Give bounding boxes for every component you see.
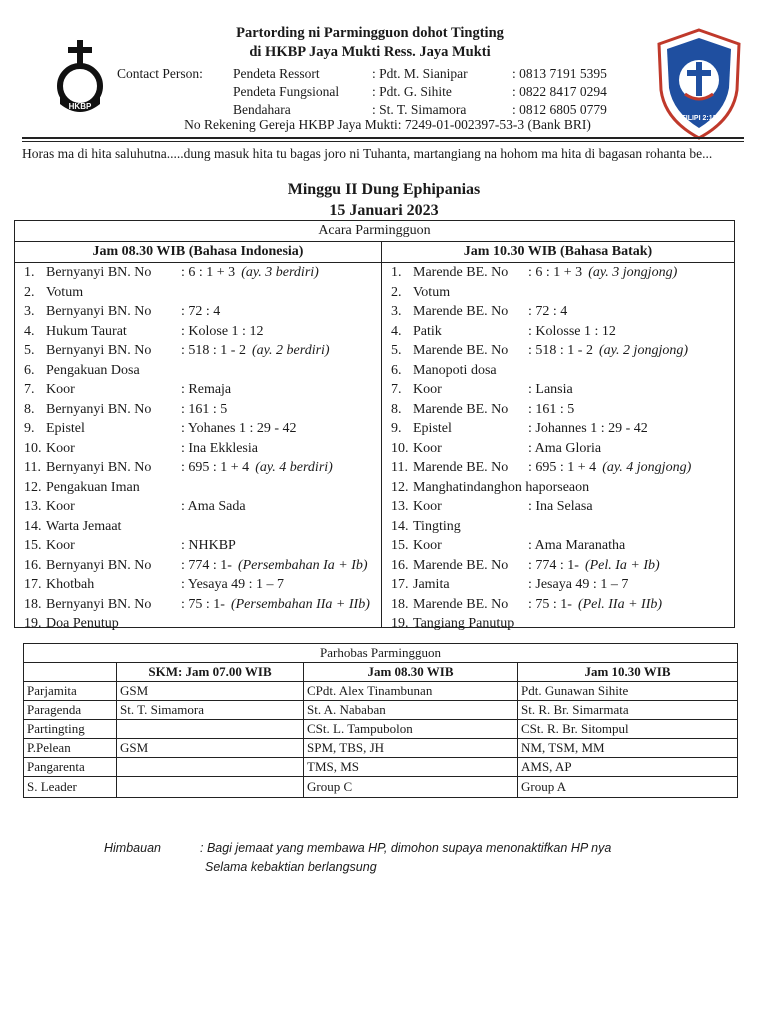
acara-item-name: Marende BE. No (413, 304, 509, 319)
contact-phone: : 0822 8417 0294 (512, 84, 607, 99)
acara-item-number: 6. (24, 362, 35, 378)
acara-item-note: (Pel. Ia + Ib) (584, 557, 660, 573)
acara-item-value-text: : 75 : 1- (181, 596, 225, 612)
acara-item-name: Manghatindanghon haporseaon (413, 479, 590, 495)
acara-item-value (181, 341, 330, 361)
acara-item-value-text: : Ama Sada (181, 499, 246, 514)
parhobas-row (24, 701, 738, 720)
acara-item (24, 439, 379, 459)
parhobas-col-header (24, 663, 117, 682)
header-divider-thin (22, 141, 744, 142)
parhobas-cell: Pdt. Gunawan Sihite (518, 682, 738, 701)
acara-caption: Acara Parmingguon (15, 221, 734, 242)
acara-item-value-text: : Yesaya 49 : 1 – 7 (181, 577, 285, 592)
acara-item-value-text: : 75 : 1- (528, 596, 572, 612)
acara-left-list (24, 263, 379, 634)
acara-item-value-text: : NHKBP (181, 538, 236, 553)
acara-item-value (528, 497, 593, 517)
acara-item-value-text: : Johannes 1 : 29 - 42 (528, 421, 648, 436)
acara-item-value-text: : Lansia (528, 382, 573, 397)
acara-item-value (528, 380, 573, 400)
acara-item-name: Bernyanyi BN. No (46, 460, 152, 475)
acara-item-value (181, 419, 297, 439)
acara-item-name: Pengakuan Dosa (46, 362, 140, 378)
acara-item (391, 302, 731, 322)
acara-item-value (181, 556, 368, 576)
acara-item-name: Votum (46, 284, 84, 300)
contact-phone: : 0812 6805 0779 (512, 102, 607, 117)
parhobas-role: Parjamita (24, 682, 117, 701)
acara-item (391, 322, 731, 342)
acara-item-value (181, 575, 284, 595)
youth-ministry-logo (655, 28, 743, 140)
acara-item (24, 361, 379, 381)
contact-phone: : 0813 7191 5395 (512, 66, 607, 81)
acara-item-value-text: : Ina Ekklesia (181, 440, 258, 456)
acara-table (14, 220, 735, 631)
acara-item (391, 614, 731, 634)
acara-item (24, 322, 379, 342)
acara-item-value (528, 439, 601, 459)
acara-item (391, 517, 731, 537)
acara-item-name: Doa Penutup (46, 616, 119, 631)
acara-item-name: Tangiang Panutup (413, 616, 515, 631)
acara-item-value (528, 322, 616, 342)
parhobas-cell: CSt. R. Br. Sitompul (518, 720, 738, 739)
acara-item-number: 3. (24, 304, 35, 319)
header-title-line2: di HKBP Jaya Mukti Ress. Jaya Mukti (249, 44, 491, 60)
acara-item-value-text: : Ina Selasa (528, 499, 593, 514)
acara-item-name: Manopoti dosa (413, 362, 497, 378)
acara-right-list (391, 263, 731, 634)
acara-item-value-text: : Yohanes 1 : 29 - 42 (181, 421, 297, 436)
acara-item (24, 556, 379, 576)
service-title: Minggu II Dung Ephipanias (287, 181, 481, 198)
acara-item-value-text: : 774 : 1- (181, 557, 232, 573)
parhobas-cell (117, 777, 304, 798)
acara-item (24, 400, 379, 420)
acara-item-name: Koor (413, 382, 442, 397)
svg-text:FILIPI 2:12: FILIPI 2:12 (681, 115, 717, 122)
parhobas-cell: CPdt. Alex Tinambunan (304, 682, 518, 701)
acara-item-value (181, 400, 227, 420)
acara-item-value-text: : 72 : 4 (181, 304, 221, 319)
acara-item-name: Warta Jemaat (46, 518, 122, 534)
acara-item-value (528, 400, 574, 420)
acara-item-value-text: : Ama Gloria (528, 440, 602, 456)
acara-item-number: 12. (391, 479, 409, 495)
acara-item-name: Tingting (413, 518, 461, 534)
acara-item (391, 497, 731, 517)
acara-item-number: 9. (391, 421, 402, 436)
acara-item-number: 13. (24, 499, 42, 514)
acara-item (24, 497, 379, 517)
acara-item-name: Marende BE. No (413, 460, 509, 475)
parhobas-col-header: Jam 08.30 WIB (304, 663, 518, 682)
acara-item-value-text: : 6 : 1 + 3 (181, 265, 236, 280)
acara-item-name: Khotbah (46, 577, 95, 592)
acara-item-number: 18. (24, 596, 42, 612)
acara-item-name: Bernyanyi BN. No (46, 265, 152, 280)
acara-item (391, 419, 731, 439)
acara-item-name: Bernyanyi BN. No (46, 304, 152, 319)
hkbp-logo (52, 40, 108, 116)
acara-item-value-text: : 6 : 1 + 3 (528, 265, 583, 280)
acara-item-value-text: : 161 : 5 (181, 401, 228, 417)
acara-item-number: 4. (24, 323, 35, 339)
greeting-text: Horas ma di hita saluhutna.....dung masuk hita tu bagas joro ni Tuhanta, martangiang na hohom ma hita di bagasan rohanta be... (22, 146, 713, 161)
acara-item-number: 2. (24, 284, 35, 300)
contact-name: : Pdt. G. Sihite (372, 84, 452, 99)
acara-item-number: 19. (24, 616, 42, 631)
acara-item-value (528, 263, 677, 283)
parhobas-row (24, 758, 738, 777)
acara-item-note: (Persembahan IIa + IIb) (230, 596, 370, 612)
acara-item-number: 12. (24, 479, 42, 495)
acara-item-value (181, 536, 236, 556)
acara-item (391, 400, 731, 420)
acara-item-name: Patik (413, 323, 442, 339)
acara-item-name: Marende BE. No (413, 557, 509, 573)
acara-item-name: Koor (46, 382, 75, 397)
acara-item-value (528, 595, 662, 615)
parhobas-cell: St. A. Nababan (304, 701, 518, 720)
acara-item-number: 15. (391, 538, 409, 553)
acara-item (391, 478, 731, 498)
acara-item-name: Koor (413, 499, 442, 514)
header-title-line1: Partording ni Parmingguon dohot Tingting (236, 25, 504, 41)
acara-item-value (528, 458, 691, 478)
acara-item-value (528, 419, 648, 439)
parhobas-row (24, 777, 738, 798)
acara-item-value-text: : 695 : 1 + 4 (528, 460, 597, 475)
acara-item-name: Marende BE. No (413, 265, 509, 280)
acara-item-value (181, 497, 246, 517)
acara-item-value-text: : Kolose 1 : 12 (181, 323, 264, 339)
acara-item-value-text: : Jesaya 49 : 1 – 7 (528, 577, 629, 592)
parhobas-cell: SPM, TBS, JH (304, 739, 518, 758)
parhobas-cell: Group C (304, 777, 518, 798)
acara-item-number: 1. (391, 265, 402, 280)
acara-item (24, 595, 379, 615)
parhobas-cell: AMS, AP (518, 758, 738, 777)
acara-item-number: 7. (391, 382, 402, 397)
acara-item-name: Votum (413, 284, 451, 300)
parhobas-role: Partingting (24, 720, 117, 739)
column-divider (381, 242, 382, 627)
acara-item-name: Koor (413, 440, 442, 456)
himbauan-line2: Selama kebaktian berlangsung (205, 860, 377, 874)
acara-item-value (181, 458, 333, 478)
parhobas-role: Paragenda (24, 701, 117, 720)
acara-item-number: 13. (391, 499, 409, 514)
acara-item-number: 9. (24, 421, 35, 436)
contact-block (117, 65, 607, 119)
acara-item-number: 15. (24, 538, 42, 553)
acara-item-number: 17. (24, 577, 42, 592)
parhobas-cell: CSt. L. Tampubolon (304, 720, 518, 739)
acara-item-value (528, 536, 625, 556)
acara-item (391, 575, 731, 595)
acara-item-value-text: : 161 : 5 (528, 401, 575, 417)
acara-item-value (181, 263, 319, 283)
acara-item-note: (ay. 3 jongjong) (588, 265, 678, 280)
parhobas-cell (117, 758, 304, 777)
acara-item-number: 11. (24, 460, 41, 475)
acara-item (391, 595, 731, 615)
contact-label: Contact Person: (117, 66, 203, 81)
contact-name: : St. T. Simamora (372, 102, 467, 117)
acara-item (24, 302, 379, 322)
acara-item (24, 458, 379, 478)
acara-item (24, 478, 379, 498)
acara-item-number: 10. (24, 440, 42, 456)
acara-item-number: 11. (391, 460, 408, 475)
acara-item-note: (Pel. IIa + IIb) (577, 596, 663, 612)
acara-item-number: 16. (24, 557, 42, 573)
acara-item (24, 263, 379, 283)
acara-item-number: 10. (391, 440, 409, 456)
acara-item-value (528, 575, 628, 595)
acara-item-value (528, 341, 688, 361)
acara-item-number: 16. (391, 557, 409, 573)
acara-item-number: 4. (391, 323, 402, 339)
himbauan-label: Himbauan (104, 841, 161, 855)
acara-item-value (528, 556, 660, 576)
parhobas-cell: GSM (117, 682, 304, 701)
contact-name: : Pdt. M. Sianipar (372, 66, 468, 81)
acara-item-value (181, 595, 370, 615)
acara-item-value (181, 302, 220, 322)
acara-item-value (528, 302, 567, 322)
contact-role: Pendeta Fungsional (233, 84, 340, 99)
parhobas-caption: Parhobas Parmingguon (24, 644, 738, 663)
parhobas-role: S. Leader (24, 777, 117, 798)
acara-item (391, 458, 731, 478)
acara-item (391, 536, 731, 556)
bank-account: No Rekening Gereja HKBP Jaya Mukti: 7249-01-002397-53-3 (Bank BRI) (184, 117, 591, 132)
parhobas-cell: NM, TSM, MM (518, 739, 738, 758)
acara-item-number: 2. (391, 284, 402, 300)
acara-item-value-text: : Kolosse 1 : 12 (528, 323, 616, 339)
acara-item-name: Bernyanyi BN. No (46, 401, 152, 417)
acara-item-number: 14. (391, 518, 409, 534)
acara-item (24, 341, 379, 361)
acara-item-value (181, 322, 263, 342)
acara-item-name: Pengakuan Iman (46, 479, 140, 495)
acara-item (24, 517, 379, 537)
parhobas-row (24, 739, 738, 758)
acara-item-value (181, 439, 258, 459)
acara-item (391, 556, 731, 576)
acara-item-value-text: : 695 : 1 + 4 (181, 460, 250, 475)
acara-item-number: 5. (391, 343, 402, 358)
acara-item (24, 536, 379, 556)
parhobas-row (24, 682, 738, 701)
parhobas-cell: St. T. Simamora (117, 701, 304, 720)
acara-item (24, 283, 379, 303)
acara-item (24, 380, 379, 400)
acara-item (391, 380, 731, 400)
acara-item-name: Bernyanyi BN. No (46, 557, 152, 573)
acara-item-value-text: : Ama Maranatha (528, 538, 626, 553)
acara-item-value-text: : 518 : 1 - 2 (528, 343, 593, 358)
acara-item-name: Koor (46, 499, 75, 514)
acara-item-name: Bernyanyi BN. No (46, 596, 152, 612)
acara-item-number: 17. (391, 577, 409, 592)
acara-item-value-text: : Remaja (181, 382, 232, 397)
acara-item-name: Epistel (413, 421, 452, 436)
parhobas-cell: Group A (518, 777, 738, 798)
service-date: 15 Januari 2023 (329, 202, 439, 219)
acara-item (391, 439, 731, 459)
svg-text:HKBP: HKBP (68, 102, 92, 111)
acara-item (24, 614, 379, 634)
acara-left-header: Jam 08.30 WIB (Bahasa Indonesia) (15, 242, 381, 263)
acara-item-number: 5. (24, 343, 35, 358)
parhobas-cell (117, 720, 304, 739)
acara-item-number: 3. (391, 304, 402, 319)
acara-item-number: 6. (391, 362, 402, 378)
header-divider (22, 137, 744, 139)
acara-item-name: Epistel (46, 421, 85, 436)
acara-item-number: 19. (391, 616, 409, 631)
acara-item-number: 8. (24, 401, 35, 417)
parhobas-cell: St. R. Br. Simarmata (518, 701, 738, 720)
acara-item-name: Koor (413, 538, 442, 553)
parhobas-col-header: Jam 10.30 WIB (518, 663, 738, 682)
parhobas-cell: TMS, MS (304, 758, 518, 777)
acara-item-note: (ay. 4 jongjong) (602, 460, 692, 475)
acara-item-note: (ay. 4 berdiri) (255, 460, 333, 475)
acara-item-note: (ay. 3 berdiri) (241, 265, 319, 280)
parhobas-role: Pangarenta (24, 758, 117, 777)
contact-role: Pendeta Ressort (233, 66, 320, 81)
acara-item-number: 14. (24, 518, 42, 534)
acara-item-name: Marende BE. No (413, 343, 509, 358)
parhobas-table (23, 643, 738, 798)
acara-item-value-text: : 72 : 4 (528, 304, 568, 319)
acara-item (391, 361, 731, 381)
acara-item (391, 263, 731, 283)
acara-item-name: Marende BE. No (413, 596, 509, 612)
parhobas-row (24, 720, 738, 739)
acara-item-number: 18. (391, 596, 409, 612)
contact-role: Bendahara (233, 102, 291, 117)
acara-item-name: Hukum Taurat (46, 323, 127, 339)
acara-item-note: (ay. 2 jongjong) (598, 343, 688, 358)
acara-item-number: 1. (24, 265, 35, 280)
acara-right-header: Jam 10.30 WIB (Bahasa Batak) (382, 242, 734, 263)
parhobas-col-header: SKM: Jam 07.00 WIB (117, 663, 304, 682)
acara-item-name: Jamita (413, 577, 450, 592)
acara-item-number: 7. (24, 382, 35, 397)
acara-item-number: 8. (391, 401, 402, 417)
acara-item-name: Koor (46, 538, 75, 553)
acara-item-value-text: : 774 : 1- (528, 557, 579, 573)
acara-item (24, 575, 379, 595)
acara-item (24, 419, 379, 439)
acara-item-name: Marende BE. No (413, 401, 509, 417)
acara-item-name: Koor (46, 440, 75, 456)
acara-item-note: (ay. 2 berdiri) (251, 343, 330, 358)
himbauan-line1: : Bagi jemaat yang membawa HP, dimohon supaya menonaktifkan HP nya (200, 841, 612, 855)
acara-item-name: Bernyanyi BN. No (46, 343, 152, 358)
parhobas-cell: GSM (117, 739, 304, 758)
acara-item (391, 341, 731, 361)
acara-item-note: (Persembahan Ia + Ib) (237, 557, 368, 573)
parhobas-role: P.Pelean (24, 739, 117, 758)
acara-item-value (181, 380, 231, 400)
acara-item (391, 283, 731, 303)
acara-item-value-text: : 518 : 1 - 2 (181, 343, 246, 358)
